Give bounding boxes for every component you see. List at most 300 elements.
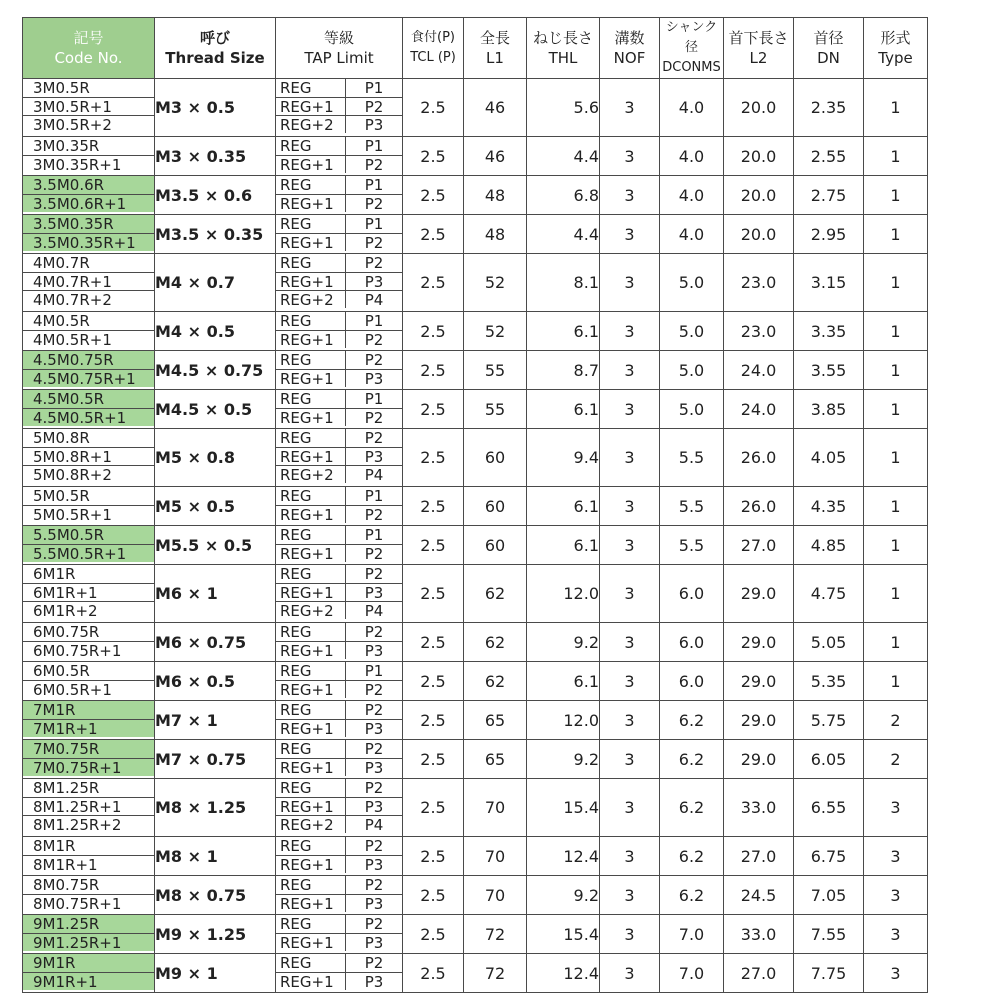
tap-grade: REG+1 <box>276 370 346 387</box>
header-l2: 首下長さ L2 <box>724 18 794 79</box>
tap-limit-line <box>276 680 402 698</box>
code-no: 9M1.25R <box>23 915 154 933</box>
tap-limit-cell <box>276 623 403 662</box>
dn-value: 4.75 <box>794 565 864 623</box>
code-no: 9M1R <box>23 954 154 972</box>
tap-limit-cell <box>276 740 403 779</box>
tcl-value: 2.5 <box>403 876 464 915</box>
table-row <box>23 701 928 740</box>
l2-value: 26.0 <box>724 429 794 487</box>
tap-limit-line <box>276 487 402 505</box>
nof-value: 3 <box>600 837 660 876</box>
tcl-value: 2.5 <box>403 740 464 779</box>
thread-size: M5 × 0.8 <box>155 429 276 487</box>
thread-size: M5.5 × 0.5 <box>155 526 276 565</box>
thl-value: 6.1 <box>527 390 600 429</box>
tap-limit-cell <box>276 487 403 526</box>
tap-limit-line <box>276 79 402 97</box>
tap-class: P2 <box>364 740 384 758</box>
tap-limit-cell <box>276 429 403 487</box>
dn-value: 2.95 <box>794 215 864 254</box>
l2-value: 26.0 <box>724 487 794 526</box>
tap-limit-line <box>276 351 402 369</box>
l2-value: 23.0 <box>724 254 794 312</box>
tap-limit-line <box>276 137 402 155</box>
code-no: 8M1.25R+2 <box>23 815 154 833</box>
tap-class: P1 <box>364 390 384 408</box>
tap-class: P2 <box>364 351 384 369</box>
tap-limit-line <box>276 662 402 680</box>
code-no-cell <box>23 701 155 740</box>
type-value: 1 <box>864 79 928 137</box>
tap-limit-line <box>276 330 402 348</box>
tcl-value: 2.5 <box>403 254 464 312</box>
code-no: 4.5M0.75R <box>23 351 154 369</box>
l1-value: 60 <box>464 487 527 526</box>
tap-class: P2 <box>364 545 384 562</box>
tap-limit-line <box>276 115 402 133</box>
tap-limit-cell <box>276 954 403 993</box>
thread-size: M8 × 1 <box>155 837 276 876</box>
tap-grade: REG+1 <box>276 98 346 115</box>
dn-value: 2.35 <box>794 79 864 137</box>
code-no-cell <box>23 954 155 993</box>
code-no: 6M0.5R <box>33 662 90 680</box>
l1-value: 55 <box>464 351 527 390</box>
type-value: 1 <box>864 429 928 487</box>
tap-limit-cell <box>276 915 403 954</box>
code-no: 6M1R+2 <box>23 601 154 619</box>
tap-grade: REG <box>276 351 346 369</box>
l2-value: 29.0 <box>724 740 794 779</box>
code-no-cell <box>23 79 155 137</box>
l2-value: 27.0 <box>724 526 794 565</box>
thread-size: M4.5 × 0.75 <box>155 351 276 390</box>
code-no-cell <box>23 137 155 176</box>
thl-value: 6.1 <box>527 662 600 701</box>
tap-limit-line <box>276 544 402 562</box>
dconms-value: 4.0 <box>660 79 724 137</box>
dn-value: 6.05 <box>794 740 864 779</box>
dconms-value: 6.2 <box>660 740 724 779</box>
l1-value: 60 <box>464 429 527 487</box>
tap-grade: REG+1 <box>276 681 346 698</box>
tap-limit-line <box>276 369 402 387</box>
tap-limit-line <box>276 701 402 719</box>
tap-class: P2 <box>364 506 384 523</box>
tap-limit-line <box>276 194 402 212</box>
tap-limit-line <box>276 815 402 833</box>
tap-grade: REG+1 <box>276 642 346 659</box>
l1-value: 62 <box>464 565 527 623</box>
tap-grade: REG+1 <box>276 798 346 815</box>
dconms-value: 6.2 <box>660 701 724 740</box>
code-no: 5.5M0.5R <box>23 526 154 544</box>
code-no-cell <box>23 254 155 312</box>
tap-grade: REG+1 <box>276 409 346 426</box>
type-value: 3 <box>864 954 928 993</box>
code-no: 4M0.5R+1 <box>23 330 154 348</box>
l1-value: 55 <box>464 390 527 429</box>
tap-limit-line <box>276 758 402 776</box>
tap-grade: REG <box>276 701 346 719</box>
table-row <box>23 487 928 526</box>
tap-class: P3 <box>364 798 384 815</box>
tap-class: P2 <box>364 701 384 719</box>
code-no: 4.5M0.5R+1 <box>23 408 154 426</box>
tap-grade: REG+1 <box>276 331 346 348</box>
code-no: 7M0.75R <box>23 740 154 758</box>
l2-value: 29.0 <box>724 701 794 740</box>
tap-grade: REG+2 <box>276 816 346 833</box>
code-no: 3M0.35R <box>33 137 100 155</box>
tap-class: P2 <box>364 837 384 855</box>
tcl-value: 2.5 <box>403 79 464 137</box>
table-row <box>23 779 928 837</box>
type-value: 1 <box>864 487 928 526</box>
tap-grade: REG+1 <box>276 973 346 990</box>
tcl-value: 2.5 <box>403 487 464 526</box>
tap-grade: REG+1 <box>276 156 346 173</box>
tap-class: P2 <box>364 98 384 115</box>
tap-limit-line <box>276 215 402 233</box>
tap-limit-cell <box>276 137 403 176</box>
dconms-value: 5.5 <box>660 429 724 487</box>
tap-class: P3 <box>364 759 384 776</box>
thl-value: 8.1 <box>527 254 600 312</box>
type-value: 1 <box>864 137 928 176</box>
l1-value: 72 <box>464 915 527 954</box>
code-no: 6M0.75R <box>33 623 100 641</box>
tap-limit-line <box>276 719 402 737</box>
tap-grade: REG+1 <box>276 759 346 776</box>
header-l1: 全長 L1 <box>464 18 527 79</box>
tap-limit-line <box>276 894 402 912</box>
code-no-cell <box>23 526 155 565</box>
nof-value: 3 <box>600 487 660 526</box>
tap-limit-line <box>276 837 402 855</box>
nof-value: 3 <box>600 390 660 429</box>
dn-value: 3.35 <box>794 312 864 351</box>
tap-class: P3 <box>364 273 384 290</box>
tcl-value: 2.5 <box>403 390 464 429</box>
thread-size: M3.5 × 0.35 <box>155 215 276 254</box>
tap-limit-line <box>276 233 402 251</box>
dn-value: 4.05 <box>794 429 864 487</box>
tap-grade: REG <box>276 876 346 894</box>
l1-value: 70 <box>464 837 527 876</box>
tap-class: P1 <box>364 215 384 233</box>
tap-limit-line <box>276 505 402 523</box>
tap-limit-cell <box>276 526 403 565</box>
header-dconms: シャンク径 DCONMS <box>660 18 724 79</box>
type-value: 3 <box>864 779 928 837</box>
tap-grade: REG+1 <box>276 720 346 737</box>
thl-value: 15.4 <box>527 779 600 837</box>
header-dn: 首径 DN <box>794 18 864 79</box>
code-no: 6M0.5R+1 <box>23 680 154 698</box>
tap-class: P3 <box>364 370 384 387</box>
thl-value: 8.7 <box>527 351 600 390</box>
tcl-value: 2.5 <box>403 137 464 176</box>
table-row <box>23 351 928 390</box>
code-no: 6M1R+1 <box>23 583 154 601</box>
l1-value: 70 <box>464 779 527 837</box>
code-no-cell <box>23 837 155 876</box>
table-row <box>23 429 928 487</box>
dn-value: 4.35 <box>794 487 864 526</box>
tcl-value: 2.5 <box>403 429 464 487</box>
type-value: 1 <box>864 254 928 312</box>
nof-value: 3 <box>600 915 660 954</box>
type-value: 2 <box>864 740 928 779</box>
thread-size: M6 × 0.75 <box>155 623 276 662</box>
thread-size: M3.5 × 0.6 <box>155 176 276 215</box>
tap-class: P1 <box>364 137 384 155</box>
nof-value: 3 <box>600 954 660 993</box>
tap-limit-line <box>276 176 402 194</box>
type-value: 1 <box>864 526 928 565</box>
table-row <box>23 954 928 993</box>
tap-limit-cell <box>276 837 403 876</box>
code-no: 3M0.5R <box>33 79 90 97</box>
tap-limit-line <box>276 779 402 797</box>
tap-class: P2 <box>364 681 384 698</box>
tap-class: P4 <box>364 602 384 619</box>
code-no: 4M0.7R <box>33 254 90 272</box>
dn-value: 3.55 <box>794 351 864 390</box>
dn-value: 4.85 <box>794 526 864 565</box>
tap-grade: REG+1 <box>276 934 346 951</box>
tap-grade: REG+1 <box>276 273 346 290</box>
dn-value: 5.05 <box>794 623 864 662</box>
table-row <box>23 215 928 254</box>
tap-class: P1 <box>364 176 384 194</box>
tap-limit-line <box>276 526 402 544</box>
tap-limit-line <box>276 155 402 173</box>
l1-value: 46 <box>464 137 527 176</box>
tap-grade: REG <box>276 623 346 641</box>
tap-limit-cell <box>276 390 403 429</box>
code-no: 8M1.25R <box>33 779 100 797</box>
code-no: 4.5M0.5R <box>23 390 154 408</box>
thl-value: 4.4 <box>527 215 600 254</box>
code-no-cell <box>23 390 155 429</box>
l1-value: 52 <box>464 312 527 351</box>
tap-class: P3 <box>364 895 384 912</box>
tcl-value: 2.5 <box>403 837 464 876</box>
tcl-value: 2.5 <box>403 312 464 351</box>
thl-value: 9.2 <box>527 740 600 779</box>
type-value: 3 <box>864 837 928 876</box>
dconms-value: 5.0 <box>660 351 724 390</box>
dconms-value: 5.0 <box>660 312 724 351</box>
tap-class: P1 <box>364 526 384 544</box>
tap-limit-cell <box>276 79 403 137</box>
dconms-value: 7.0 <box>660 915 724 954</box>
thl-value: 6.1 <box>527 312 600 351</box>
tap-grade: REG <box>276 915 346 933</box>
tap-class: P3 <box>364 448 384 465</box>
nof-value: 3 <box>600 176 660 215</box>
tap-class: P2 <box>364 195 384 212</box>
dn-value: 2.55 <box>794 137 864 176</box>
tap-limit-line <box>276 254 402 272</box>
table-row <box>23 915 928 954</box>
code-no: 3.5M0.35R <box>23 215 154 233</box>
tap-class: P1 <box>364 312 384 330</box>
tap-grade: REG <box>276 137 346 155</box>
l1-value: 72 <box>464 954 527 993</box>
tap-grade: REG <box>276 312 346 330</box>
tap-limit-line <box>276 272 402 290</box>
l1-value: 62 <box>464 623 527 662</box>
nof-value: 3 <box>600 876 660 915</box>
l2-value: 24.5 <box>724 876 794 915</box>
nof-value: 3 <box>600 701 660 740</box>
tap-limit-line <box>276 565 402 583</box>
code-no: 4.5M0.75R+1 <box>23 369 154 387</box>
dconms-value: 4.0 <box>660 215 724 254</box>
thread-size: M6 × 0.5 <box>155 662 276 701</box>
code-no-cell <box>23 876 155 915</box>
tap-limit-line <box>276 972 402 990</box>
code-no: 5M0.8R+1 <box>23 447 154 465</box>
tcl-value: 2.5 <box>403 526 464 565</box>
tap-grade: REG+1 <box>276 234 346 251</box>
l2-value: 27.0 <box>724 954 794 993</box>
thl-value: 9.2 <box>527 623 600 662</box>
code-no-cell <box>23 662 155 701</box>
tap-class: P1 <box>364 79 384 97</box>
code-no: 6M1R <box>33 565 76 583</box>
tap-class: P4 <box>364 291 384 308</box>
tap-limit-line <box>276 740 402 758</box>
tap-grade: REG <box>276 779 346 797</box>
type-value: 1 <box>864 623 928 662</box>
thl-value: 12.0 <box>527 701 600 740</box>
tap-grade: REG+1 <box>276 584 346 601</box>
l2-value: 20.0 <box>724 79 794 137</box>
tcl-value: 2.5 <box>403 954 464 993</box>
l2-value: 29.0 <box>724 662 794 701</box>
tap-limit-line <box>276 623 402 641</box>
code-no-cell <box>23 779 155 837</box>
type-value: 1 <box>864 565 928 623</box>
thread-size: M8 × 1.25 <box>155 779 276 837</box>
tcl-value: 2.5 <box>403 623 464 662</box>
tap-class: P3 <box>364 116 384 133</box>
thread-size: M5 × 0.5 <box>155 487 276 526</box>
dn-value: 7.55 <box>794 915 864 954</box>
thread-size: M7 × 1 <box>155 701 276 740</box>
tap-grade: REG <box>276 487 346 505</box>
tap-grade: REG+2 <box>276 466 346 483</box>
tap-grade: REG <box>276 79 346 97</box>
type-value: 1 <box>864 312 928 351</box>
table-row <box>23 526 928 565</box>
nof-value: 3 <box>600 79 660 137</box>
code-no: 3M0.5R+2 <box>23 115 154 133</box>
tap-limit-cell <box>276 701 403 740</box>
l2-value: 20.0 <box>724 215 794 254</box>
header-thread-size: 呼び Thread Size <box>155 18 276 79</box>
tap-grade: REG+1 <box>276 448 346 465</box>
tap-class: P2 <box>364 429 384 447</box>
tap-limit-line <box>276 797 402 815</box>
tap-limit-cell <box>276 215 403 254</box>
tap-grade: REG <box>276 254 346 272</box>
table-row <box>23 740 928 779</box>
code-no: 5M0.8R <box>33 429 90 447</box>
dconms-value: 7.0 <box>660 954 724 993</box>
l1-value: 60 <box>464 526 527 565</box>
code-no: 5M0.5R+1 <box>23 505 154 523</box>
tap-grade: REG <box>276 390 346 408</box>
tap-class: P1 <box>364 487 384 505</box>
type-value: 1 <box>864 390 928 429</box>
dn-value: 5.35 <box>794 662 864 701</box>
tap-limit-line <box>276 855 402 873</box>
tap-limit-cell <box>276 662 403 701</box>
tap-class: P2 <box>364 331 384 348</box>
tap-grade: REG <box>276 176 346 194</box>
dconms-value: 6.0 <box>660 662 724 701</box>
l2-value: 33.0 <box>724 779 794 837</box>
tcl-value: 2.5 <box>403 215 464 254</box>
thread-size: M9 × 1.25 <box>155 915 276 954</box>
dconms-value: 6.2 <box>660 837 724 876</box>
tap-class: P4 <box>364 816 384 833</box>
header-code-no: 記号 Code No. <box>23 18 155 79</box>
l1-value: 62 <box>464 662 527 701</box>
type-value: 3 <box>864 915 928 954</box>
tap-limit-line <box>276 408 402 426</box>
tap-grade: REG+2 <box>276 291 346 308</box>
nof-value: 3 <box>600 254 660 312</box>
l2-value: 27.0 <box>724 837 794 876</box>
l2-value: 23.0 <box>724 312 794 351</box>
l1-value: 52 <box>464 254 527 312</box>
tap-class: P3 <box>364 642 384 659</box>
code-no: 8M1.25R+1 <box>23 797 154 815</box>
nof-value: 3 <box>600 779 660 837</box>
thl-value: 12.0 <box>527 565 600 623</box>
l1-value: 48 <box>464 176 527 215</box>
tap-limit-cell <box>276 176 403 215</box>
tap-limit-cell <box>276 254 403 312</box>
thread-size: M4 × 0.7 <box>155 254 276 312</box>
dconms-value: 5.0 <box>660 254 724 312</box>
code-no-cell <box>23 429 155 487</box>
table-row <box>23 662 928 701</box>
thread-size: M6 × 1 <box>155 565 276 623</box>
code-no-cell <box>23 565 155 623</box>
code-no: 4M0.7R+2 <box>23 290 154 308</box>
dconms-value: 6.2 <box>660 779 724 837</box>
code-no: 3M0.35R+1 <box>23 155 154 173</box>
thl-value: 15.4 <box>527 915 600 954</box>
dn-value: 6.75 <box>794 837 864 876</box>
code-no: 8M1R <box>33 837 76 855</box>
nof-value: 3 <box>600 351 660 390</box>
tap-limit-line <box>276 641 402 659</box>
code-no-cell <box>23 623 155 662</box>
tap-class: P2 <box>364 915 384 933</box>
thread-size: M8 × 0.75 <box>155 876 276 915</box>
thread-size: M4.5 × 0.5 <box>155 390 276 429</box>
thl-value: 5.6 <box>527 79 600 137</box>
